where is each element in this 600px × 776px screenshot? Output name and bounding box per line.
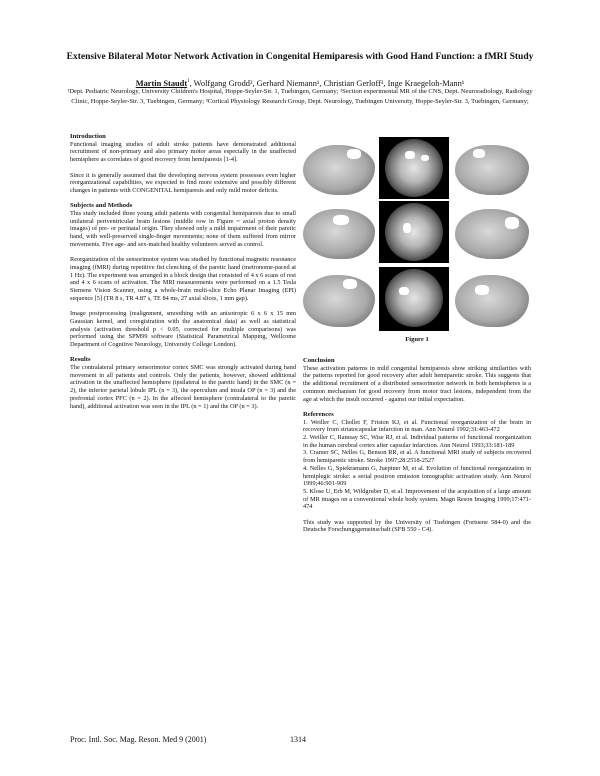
- lateral-brain-right: [455, 275, 529, 327]
- methods-heading: Subjects and Methods: [70, 202, 133, 210]
- lateral-brain-left: [303, 275, 375, 327]
- lateral-brain-left: [303, 145, 375, 195]
- left-column: [70, 133, 296, 418]
- intro-paragraph-1: Functional imaging studies of adult stroke patients have demonstrated additional recruitment of non-primary and also primary motor areas especially in the unaffected hemisphere as correlates of good recovery from hemiparesis [1-4].: [70, 140, 296, 164]
- conclusion-heading: Conclusion: [303, 357, 335, 364]
- affiliations: ¹Dept. Pediatric Neurology, University Children's Hospital, Hoppe-Seyler-Str. 1, Tuebingen, Germany; ²Section experimental MR of the CNS, Dept. Neuroradiology, Radiology Clinic, Hoppe-Seyler-Str. 3, Tuebingen, Germany; ³Cortical Physiology Research Group, Dept. Neurology, Tuebingen University, Hoppe-Seyler-Str. 3, Tuebingen, Germany;: [67, 88, 533, 105]
- figure-panel-r2-c3: [453, 205, 531, 261]
- figure-panel-r1-c3: [453, 141, 531, 197]
- methods-paragraph-1: This study included three young adult patients with congenital hemiparesis due to small unilateral periventricular brain lesions (middle row in Figure = axial proton density images) of pre- or perinatal origin. They showed only a mild impairment of their paretic hand, with well-preserved single-finger movements; none of them suffered from mirror movements. Five age- and sex-matched healthy volunteers served as control.: [70, 210, 296, 248]
- reference-item: 4. Nelles G, Spiekramann G, Jueptner M, et al. Evolution of functional reorganization in hemiplegic stroke: a serial positron emission tomographic activation study. Ann Neurol 1999;46:901-909: [303, 464, 531, 488]
- axial-slice: [385, 139, 443, 197]
- references-heading: References: [303, 410, 334, 418]
- activation-blob: [343, 279, 357, 289]
- figure-panel-r2-c2: [379, 201, 449, 263]
- footer-citation: Proc. Intl. Soc. Mag. Reson. Med 9 (2001): [70, 735, 207, 744]
- reference-item: 3. Cramer SC, Nelles G, Benson RR, et al. A functional MRI study of subjects recovered from hemiparetic stroke. Stroke 1997;28:2518-2527: [303, 449, 531, 465]
- reference-item: 2. Weiller C, Ramsay SC, Wise RJ, et al. Individual patterns of functional reorganization in the human cerebral cortex after capsular infarction. Ann Neurol 1993;33:181-189: [303, 434, 531, 449]
- acknowledgment: This study was supported by the University of Tuebingen (Fortuene 584-0) and the Deutsche Forschungsgemeinschaft (SFB 550 - C4).: [303, 518, 531, 534]
- figure-panel-r2-c1: [303, 205, 375, 261]
- intro-heading: Introduction: [70, 133, 106, 140]
- figure-panel-r3-c2: [379, 267, 449, 331]
- right-column: [303, 357, 531, 542]
- activation-blob: [333, 215, 349, 225]
- reference-item: 5. Klose U, Erb M, Wildgruber D, et al. Improvement of the acquisition of a large amount of MR images on a conventional whole body system. Magn Reson Imaging 1999;17:471-474: [303, 487, 531, 511]
- paper-title: Extensive Bilateral Motor Network Activation in Congenital Hemiparesis with Good Hand Function: a fMRI Study: [66, 52, 534, 62]
- other-authors: , Wolfgang Grodd², Gerhard Niemann¹, Christian Gerloff³, Inge Kraegeloh-Mann¹: [189, 78, 465, 88]
- figure-panel-r1-c1: [303, 141, 375, 197]
- activation-blob: [405, 151, 415, 159]
- lateral-brain-right: [455, 145, 529, 195]
- activation-blob: [473, 149, 485, 158]
- activation-blob: [475, 285, 489, 295]
- results-heading: Results: [70, 356, 91, 364]
- methods-paragraph-3: Image postprocessing (realignment, smoothing with an anisotropic 6 x 6 x 15 mm Gaussian kernel, and coregistration with the anatomical data) as well as statistical analysis (activation threshold p < 0.05, corrected for multiple comparisons) was performed using the SPM99 software (Statistical Parametrical Mapping, Wellcome Department of Cognitive Neurology, University College London).: [70, 310, 296, 348]
- first-author: Martin Staudt: [135, 78, 188, 88]
- methods-paragraph-2: Reorganization of the sensorimotor system was studied by functional magnetic resonance imaging (fMRI) during repetitive fist clenching of the paretic hand (metronome-paced at 1 Hz). The experiment was arranged in a block design that consisted of 4 x 6 scans of rest and 4 x 6 scans of activation. The MRI measurements were performed on a 1.5 Tesla Siemens Vision Scanner, using a whole-brain multi-slice Echo Planar Imaging (EPI) sequence [5] (TR 8 s, TR 4.87 s, TE 84 ms, 27 axial slices, 1 mm gap).: [70, 256, 296, 302]
- reference-item: 1. Weiller C, Chollet F, Friston KJ, et al. Functional reorganization of the brain in recovery from striatocapsular infarction in man. Ann Neurol 1992;31:463-472: [303, 418, 531, 434]
- footer-page-number: 1314: [290, 735, 306, 744]
- activation-blob: [421, 155, 429, 161]
- figure-panel-r3-c3: [453, 271, 531, 329]
- figure-caption: Figure 1: [405, 336, 429, 343]
- figure-panel-r1-c2: [379, 137, 449, 199]
- activation-blob: [399, 287, 409, 295]
- axial-slice: [385, 203, 443, 261]
- reference-list: [303, 419, 531, 511]
- intro-paragraph-2: Since it is generally assumed that the developing nervous system possesses even higher reorganizational capabilities, we expected to find more extensive and possibly different changes in patients with CONGENITAL hemiparesis and only mild motor deficits.: [70, 171, 296, 194]
- activation-blob: [403, 223, 411, 233]
- figure-1-image: [303, 133, 531, 333]
- axial-slice: [385, 269, 443, 327]
- figure-panel-r3-c1: [303, 271, 375, 329]
- conclusion-paragraph: These activation patterns in mild congenital hemiparesis show striking similarities with the patterns reported for good recovery after adult hemiparetic stroke. This suggests that the additional recruitment of a distributed sensorimotor network in both hemispheres is a common mechanism for good recovery from motor tract lesions, independent from the age at which the insult occurred - against our initial expectation.: [303, 364, 531, 403]
- results-paragraph-1: The contralateral primary sensorimotor cortex SMC was strongly activated during hand movement in all patients and controls. Only the patients, however, showed additional activation in the unaffected hemisphere (ipsilateral to the paretic hand) in the SMC (n = 2), the inferior parietal lobule IPL (n = 3), the operculum and insula OP (n = 3) and the prefrontal cortex PFC (n = 2). In the affected hemisphere (contralateral to the paretic hand), additional activation was seen in the IPL (n = 1) and the OP (n = 3).: [70, 364, 296, 410]
- activation-blob: [347, 149, 361, 159]
- lateral-brain-right: [455, 209, 529, 259]
- activation-blob: [505, 217, 519, 229]
- first-author-affiliation-mark: 1: [187, 79, 190, 84]
